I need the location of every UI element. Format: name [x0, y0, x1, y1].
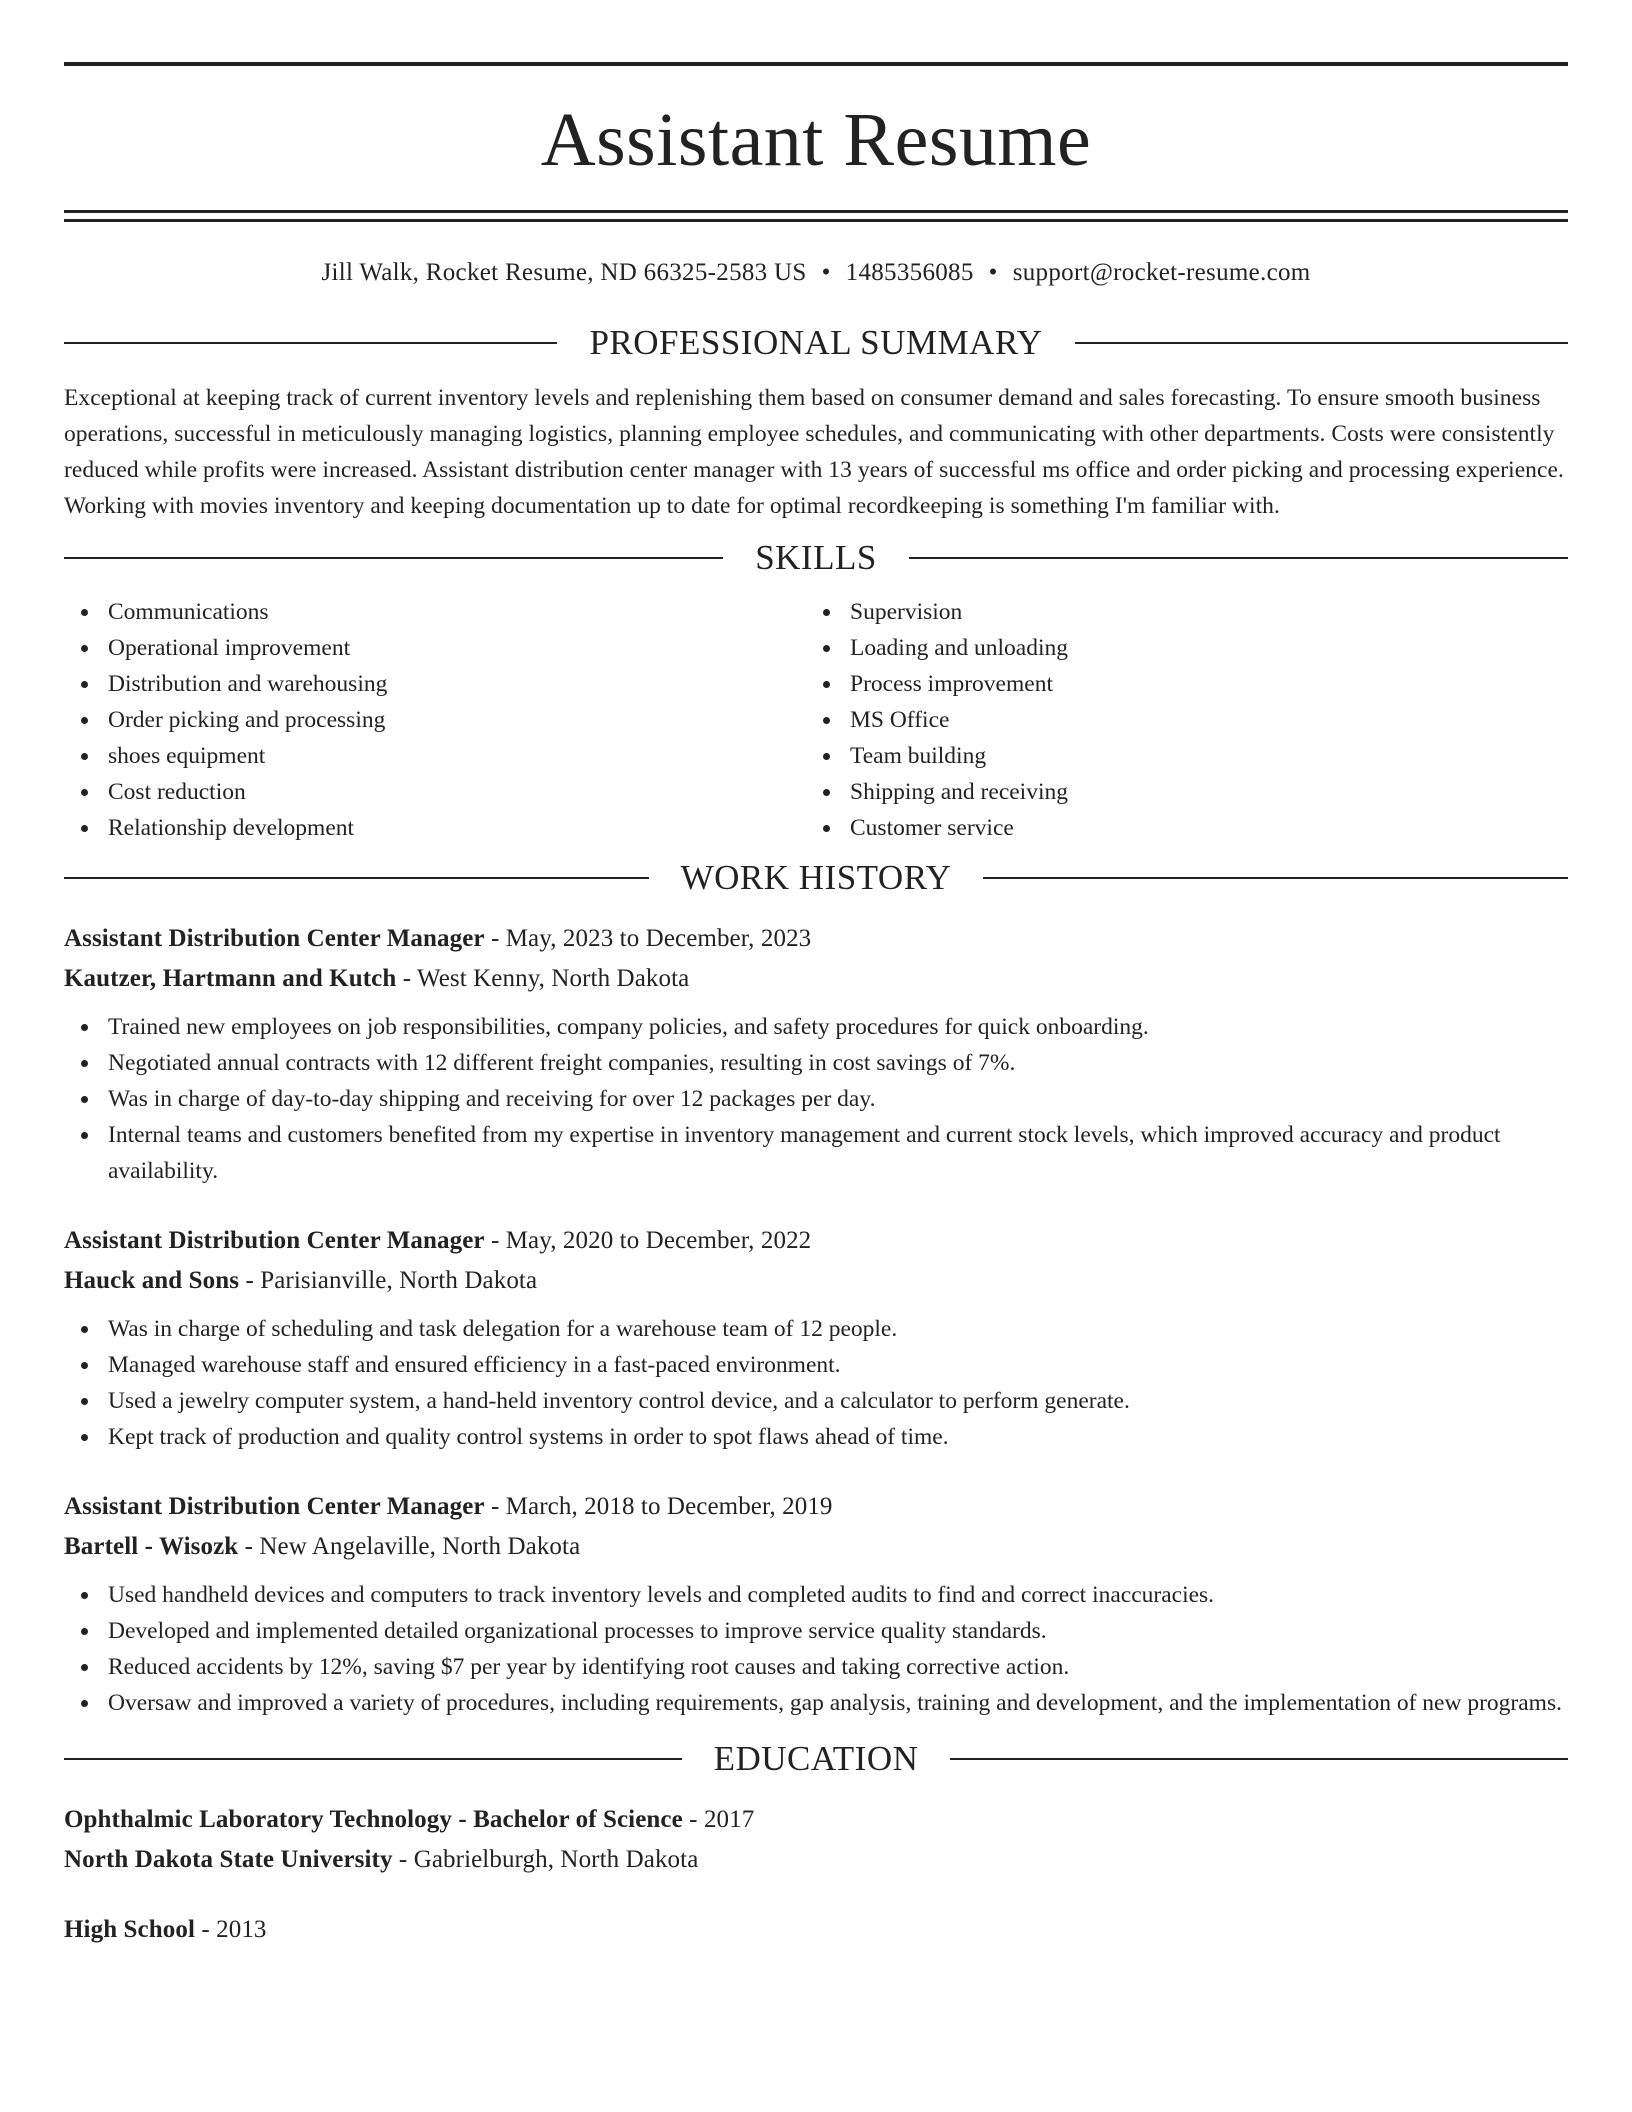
skill-item: shoes equipment	[64, 738, 806, 774]
skill-item: Distribution and warehousing	[64, 666, 806, 702]
skill-item: Relationship development	[64, 810, 806, 846]
job-bullets	[64, 1009, 1568, 1189]
job-title-line	[64, 919, 1568, 959]
skills-list	[64, 594, 1568, 846]
contact-address: Jill Walk, Rocket Resume, ND 66325-2583 US	[321, 259, 807, 286]
job-bullet: Internal teams and customers benefited from my expertise in inventory management and current stock levels, which improved accuracy and product availability.	[64, 1117, 1568, 1189]
job-dates: - May, 2023 to December, 2023	[484, 925, 812, 952]
job-bullet: Developed and implemented detailed organizational processes to improve service quality standards.	[64, 1613, 1568, 1649]
section-heading-summary	[64, 323, 1568, 363]
job-title: Assistant Distribution Center Manager	[64, 925, 485, 952]
section-heading-skills	[64, 538, 1568, 578]
job-location: - West Kenny, North Dakota	[396, 965, 690, 992]
skill-item: Loading and unloading	[806, 630, 1548, 666]
job-bullet: Kept track of production and quality control systems in order to spot flaws ahead of time.	[64, 1419, 1568, 1455]
job-bullet: Was in charge of day-to-day shipping and receiving for over 12 packages per day.	[64, 1081, 1568, 1117]
job-company: Kautzer, Hartmann and Kutch	[64, 965, 397, 992]
heading-rule	[1075, 342, 1568, 344]
contact-email[interactable]: support@rocket-resume.com	[1012, 259, 1311, 286]
job-dates: - March, 2018 to December, 2019	[484, 1493, 833, 1520]
section-heading-education	[64, 1739, 1568, 1779]
job-bullet: Used handheld devices and computers to track inventory levels and completed audits to find and correct inaccuracies.	[64, 1577, 1568, 1613]
heading-rule	[64, 342, 557, 344]
job-bullets	[64, 1311, 1568, 1455]
education-year: - 2017	[682, 1806, 755, 1833]
skills-column-right	[806, 594, 1548, 846]
resume-name: Assistant Resume	[540, 98, 1092, 182]
education-school-line	[64, 1840, 1568, 1880]
heading-rule	[64, 1758, 682, 1760]
heading-rule	[909, 557, 1568, 559]
summary-text: Exceptional at keeping track of current inventory levels and replenishing them based on consumer demand and sales forecasting. To ensure smooth business operations, successful in meticulously managing logistics, planning employee schedules, and communicating with other departments. Costs were consistently reduced while profits were increased. Assistant distribution center manager with 13 years of successful ms office and order picking and processing experience. Working with movies inventory and keeping documentation up to date for optimal recordkeeping is something I'm familiar with.	[64, 385, 1564, 519]
job-company-line	[64, 959, 1568, 999]
heading-rule	[950, 1758, 1568, 1760]
job-title-line	[64, 1221, 1568, 1261]
education-location: - Gabrielburgh, North Dakota	[392, 1846, 699, 1873]
job-company-line	[64, 1261, 1568, 1301]
job-dates: - May, 2020 to December, 2022	[484, 1227, 812, 1254]
education-degree: Ophthalmic Laboratory Technology - Bachelor of Science	[64, 1806, 683, 1833]
skill-item: Supervision	[806, 594, 1548, 630]
job-location: - New Angelaville, North Dakota	[238, 1533, 581, 1560]
job-company-line	[64, 1527, 1568, 1567]
heading-rule	[64, 557, 723, 559]
skill-item: MS Office	[806, 702, 1548, 738]
skills-column-left	[64, 594, 806, 846]
job-bullet: Oversaw and improved a variety of procedures, including requirements, gap analysis, training and development, and the implementation of new programs.	[64, 1685, 1568, 1721]
skill-item: Team building	[806, 738, 1548, 774]
job-title: Assistant Distribution Center Manager	[64, 1493, 485, 1520]
job-bullet: Negotiated annual contracts with 12 different freight companies, resulting in cost savings of 7%.	[64, 1045, 1568, 1081]
contact-line	[64, 258, 1568, 288]
job-company: Hauck and Sons	[64, 1267, 240, 1294]
education-degree-line	[64, 1800, 1568, 1840]
skill-item: Process improvement	[806, 666, 1548, 702]
heading-rule	[983, 877, 1568, 879]
job-bullets	[64, 1577, 1568, 1721]
section-title: EDUCATION	[713, 1739, 919, 1778]
section-title: PROFESSIONAL SUMMARY	[589, 323, 1043, 362]
job-title-line	[64, 1487, 1568, 1527]
job-location: - Parisianville, North Dakota	[239, 1267, 538, 1294]
skill-item: Shipping and receiving	[806, 774, 1548, 810]
job-entry	[64, 1487, 1568, 1721]
job-entry	[64, 919, 1568, 1189]
job-title: Assistant Distribution Center Manager	[64, 1227, 485, 1254]
education-entry	[64, 1910, 1568, 1950]
skill-item: Operational improvement	[64, 630, 806, 666]
job-bullet: Was in charge of scheduling and task delegation for a warehouse team of 12 people.	[64, 1311, 1568, 1347]
education-school: North Dakota State University	[64, 1846, 393, 1873]
education-degree: High School	[64, 1916, 195, 1943]
contact-phone: 1485356085	[845, 259, 974, 286]
education-year: - 2013	[195, 1916, 267, 1943]
skill-item: Communications	[64, 594, 806, 630]
job-bullet: Reduced accidents by 12%, saving $7 per year by identifying root causes and taking corrective action.	[64, 1649, 1568, 1685]
section-heading-work-history	[64, 858, 1568, 898]
job-bullet: Managed warehouse staff and ensured efficiency in a fast-paced environment.	[64, 1347, 1568, 1383]
section-title: WORK HISTORY	[680, 858, 952, 897]
job-bullet: Used a jewelry computer system, a hand-held inventory control device, and a calculator to perform generate.	[64, 1383, 1568, 1419]
education-entry	[64, 1800, 1568, 1880]
contact-separator: •	[821, 259, 831, 286]
skill-item: Customer service	[806, 810, 1548, 846]
job-company: Bartell - Wisozk	[64, 1533, 239, 1560]
skill-item: Order picking and processing	[64, 702, 806, 738]
education-degree-line	[64, 1910, 1568, 1950]
heading-rule	[64, 877, 649, 879]
job-bullet: Trained new employees on job responsibilities, company policies, and safety procedures for quick onboarding.	[64, 1009, 1568, 1045]
skill-item: Cost reduction	[64, 774, 806, 810]
contact-separator: •	[988, 259, 998, 286]
section-title: SKILLS	[755, 538, 877, 577]
header-double-rule	[64, 210, 1568, 222]
job-entry	[64, 1221, 1568, 1455]
